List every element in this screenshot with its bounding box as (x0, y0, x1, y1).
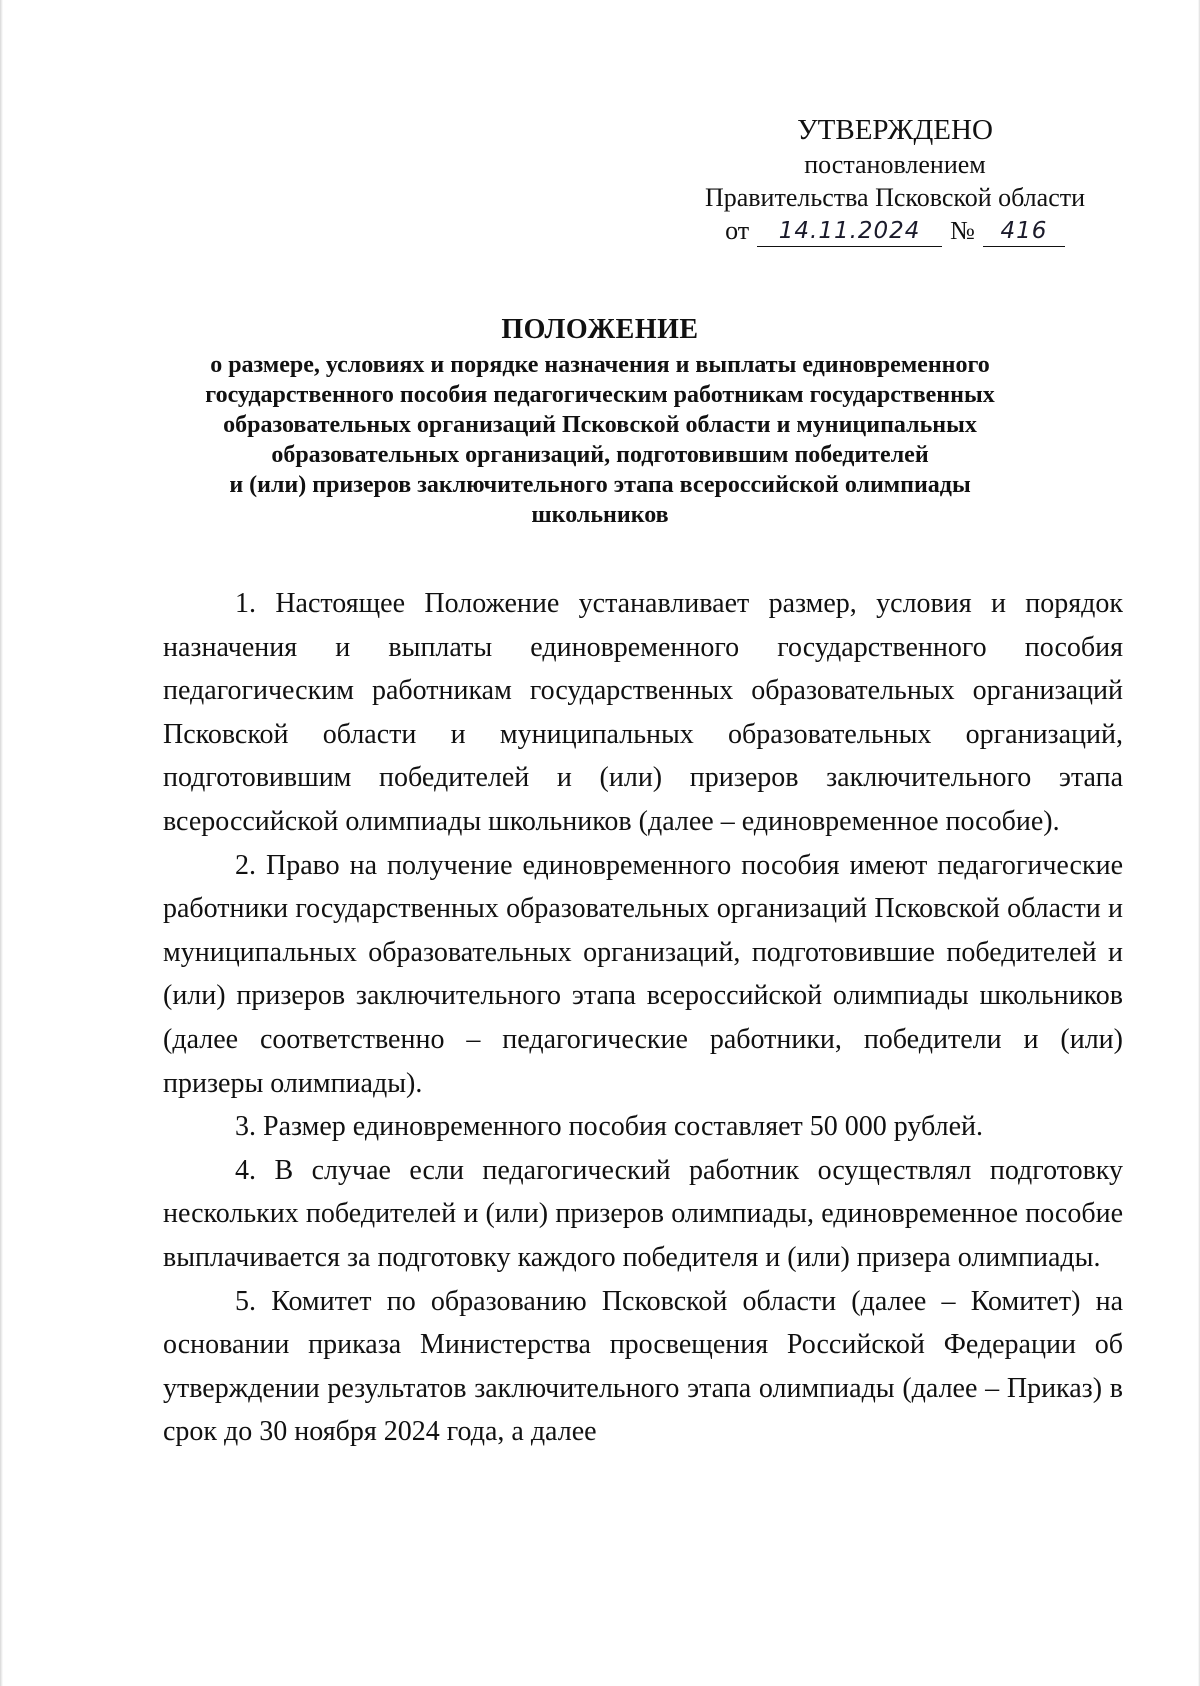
subtitle-line: государственного пособия педагогическим работникам государственных (205, 382, 995, 408)
approval-line-resolution: постановлением (804, 150, 986, 179)
document-header (150, 312, 1050, 530)
subtitle-line: образовательных организаций, подготовившим победителей (271, 442, 929, 468)
document-body (163, 582, 1123, 1454)
scan-edge-left (0, 0, 3, 1686)
handwritten-date: 14.11.2024 (757, 216, 942, 247)
approval-block (660, 112, 1130, 247)
approval-date-line (660, 214, 1130, 247)
document-title: ПОЛОЖЕНИЕ (501, 314, 699, 345)
subtitle-line: о размере, условиях и порядке назначения и выплаты единовременного (210, 352, 990, 378)
paragraph-2: 2. Право на получение единовременного пособия имеют педагогические работники государственных образовательных организаций Псковской области и муниципальных образовательных организаций, подготовившие победителей и (или) призеров заключительного этапа всероссийской олимпиады школьников (далее соответственно – педагогические работники, победители и (или) призеры олимпиады). (163, 849, 1123, 1099)
approval-line-government: Правительства Псковской области (704, 183, 1086, 212)
subtitle-line: школьников (531, 502, 669, 528)
approval-title: УТВЕРЖДЕНО (797, 114, 993, 146)
paragraph-3: 3. Размер единовременного пособия составляет 50 000 рублей. (235, 1111, 983, 1143)
paragraph-1: 1. Настоящее Положение устанавливает размер, условия и порядок назначения и выплаты единовременного государственного пособия педагогическим работникам государственных образовательных организаций Псковской области и муниципальных образовательных организаций, подготовившим победителей и (или) призеров заключительного этапа всероссийской олимпиады школьников (далее – единовременное пособие). (163, 588, 1123, 837)
handwritten-number: 416 (983, 216, 1065, 247)
subtitle-line: и (или) призеров заключительного этапа всероссийской олимпиады (229, 472, 971, 498)
subtitle-line: образовательных организаций Псковской области и муниципальных (223, 412, 977, 438)
date-prefix: от (725, 216, 750, 245)
number-prefix: № (950, 216, 975, 245)
paragraph-5: 5. Комитет по образованию Псковской области (далее – Комитет) на основании приказа Министерства просвещения Российской Федерации об утверждении результатов заключительного этапа олимпиады (далее – Приказ) в срок до 30 ноября 2024 года, а далее (163, 1285, 1123, 1448)
paragraph-4: 4. В случае если педагогический работник осуществлял подготовку нескольких победителей и (или) призеров олимпиады, единовременное пособие выплачивается за подготовку каждого победителя и (или) призера олимпиады. (163, 1154, 1123, 1273)
document-subtitle (150, 350, 1050, 530)
